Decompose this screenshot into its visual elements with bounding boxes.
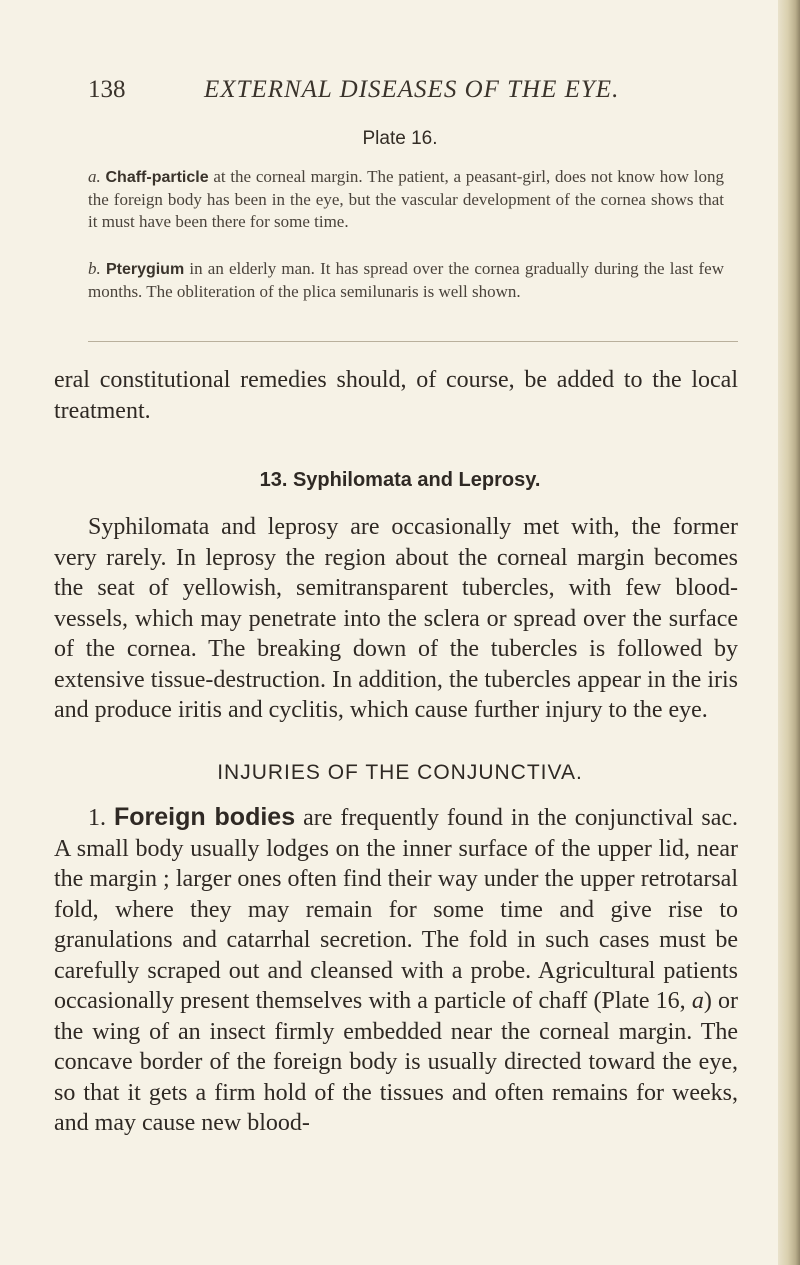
syphilomata-paragraph — [54, 512, 738, 726]
caption-term: Chaff-particle — [105, 169, 209, 186]
paragraph-text — [54, 802, 738, 1139]
caption-text: at the corneal margin. The patient, a peasant-girl, does not know how long the foreign body has been in the eye, but the vascular development of the cornea shows that it must have been there for some time. — [88, 167, 725, 231]
caption-label: b. — [88, 259, 101, 278]
page-edge-shadow — [778, 0, 800, 1265]
continuation-paragraph — [54, 365, 738, 426]
plate-caption-a — [88, 166, 724, 233]
section-heading-injuries: INJURIES OF THE CONJUNCTIVA. — [217, 761, 583, 784]
paragraph-text-part: ) or the wing of an insect firmly embedded near the corneal margin. The concave border of the foreign body is usually directed toward the eye, so that it gets a firm hold of the tissues and often remains for weeks, and may cause new blood- — [54, 988, 739, 1136]
running-title: EXTERNAL DISEASES OF THE EYE. — [204, 76, 620, 103]
running-header — [88, 76, 728, 104]
caption-term: Pterygium — [105, 261, 185, 278]
caption-label: a. — [88, 167, 101, 186]
item-number: 1. — [88, 805, 106, 831]
run-in-heading: Foreign bodies — [113, 803, 296, 831]
plate-title: Plate 16. — [362, 128, 438, 149]
paragraph-text: Syphilomata and leprosy are occasionally met with, the former very rarely. In leprosy the region about the corneal margin becomes the seat of yellowish, semitransparent tubercles, with few blood-vessels, which may penetrate into the sclera or spread over the surface of the cornea. The breaking down of the tubercles is followed by extensive tissue-destruction. In addition, the tubercles appear in the iris and produce iritis and cyclitis, which cause further injury to the eye. — [54, 514, 738, 723]
paragraph-text: eral constitutional remedies should, of course, be added to the local treatment. — [54, 367, 738, 424]
plate-caption-b — [88, 258, 724, 303]
foreign-bodies-paragraph — [54, 802, 738, 1139]
section-heading-syphilomata: 13. Syphilomata and Leprosy. — [259, 469, 541, 491]
caption-divider — [88, 341, 738, 342]
page-number: 138 — [88, 76, 126, 103]
plate-reference: a — [691, 988, 704, 1014]
paragraph-text-part: are frequently found in the conjunctival sac. A small body usually lodges on the inner surface of the upper lid, near the margin ; larger ones often find their way under the upper retrotarsal fold, where they may remain for some time and give rise to granulations and catarrhal secretion. The fold in such cases must be carefully scraped out and cleansed with a probe. Agricultural patients occasionally present themselves with a particle of chaff (Plate 16, — [54, 805, 739, 1014]
caption-text: in an elderly man. It has spread over the cornea gradually during the last few months. The obliteration of the plica semilunaris is well shown. — [88, 259, 725, 301]
